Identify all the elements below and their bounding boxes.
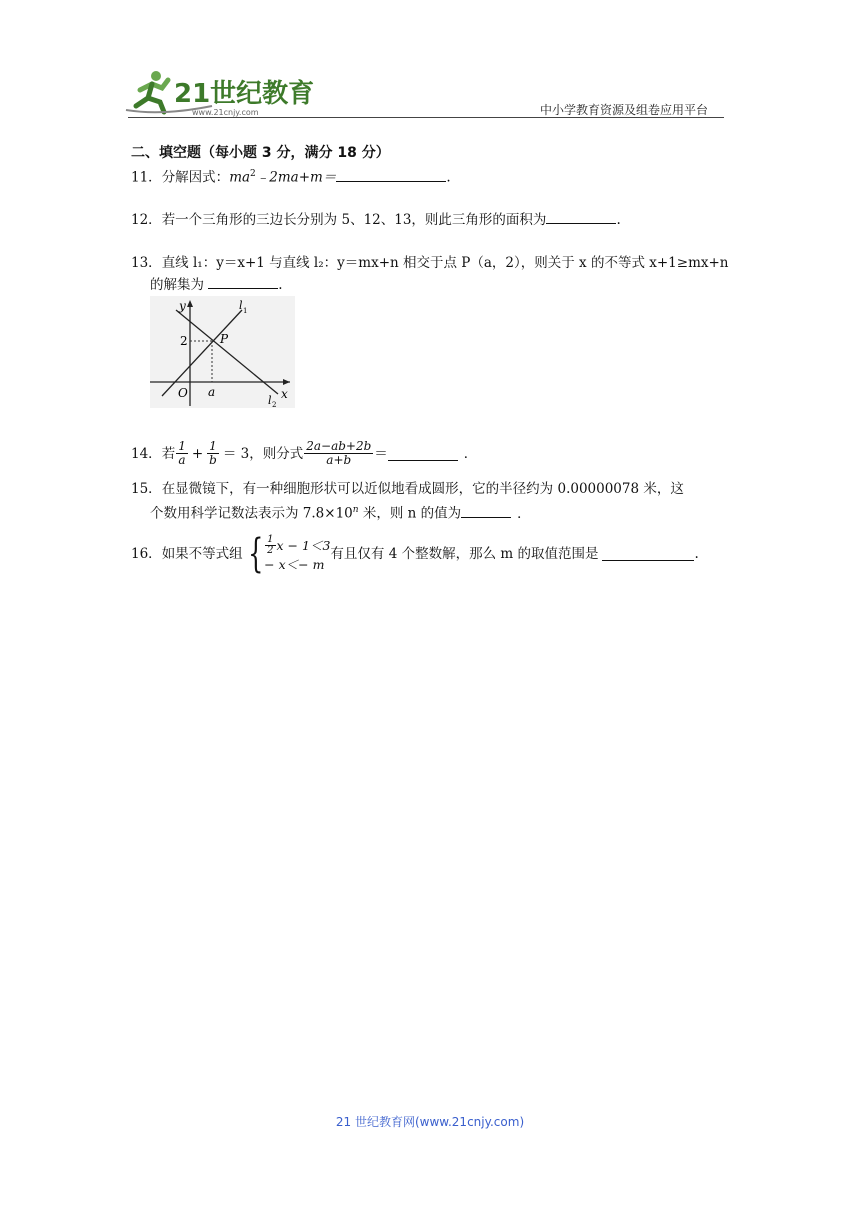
platform-name: 中小学教育资源及组卷应用平台: [540, 103, 709, 117]
question-14: 14． 若 $\frac{1}{a}$ + $\frac{1}{b}$ ＝ 3，则分式 $\frac{2a-ab+2b}{a+b}$ ＝ ．: [131, 439, 478, 467]
question-16: 16． 如果不等式组 { $\frac{1}{2}$ x − 1＜3 − x＜− m 有且仅有 4 个整数解，那么 m 的取值范围是 .: [131, 531, 699, 577]
svg-text:y: y: [179, 299, 186, 313]
svg-text:O: O: [178, 386, 188, 400]
footer-link[interactable]: 21 世纪教育网(www.21cnjy.com): [335, 1115, 525, 1129]
answer-blank: [388, 447, 458, 461]
svg-text:P: P: [220, 332, 229, 346]
site-logo: [122, 66, 322, 118]
section-title: 二、填空题（每小题 3 分，满分 18 分）: [131, 145, 390, 161]
answer-blank: [336, 168, 446, 182]
svg-text:1: 1: [243, 307, 248, 315]
svg-text:l: l: [239, 299, 243, 312]
header-divider: [128, 117, 724, 118]
answer-blank: [546, 210, 616, 224]
answer-blank: [602, 547, 694, 561]
question-13: 13．直线 l₁：y＝x+1 与直线 l₂：y＝mx+n 相交于点 P（a，2），则关于 x 的不等式 x+1≥mx+n: [131, 255, 729, 271]
answer-blank: [208, 275, 278, 289]
svg-text:21世纪教育: 21世纪教育: [174, 79, 315, 109]
inequality-system: { $\frac{1}{2}$ x − 1＜3 − x＜− m: [247, 531, 331, 577]
answer-blank: [461, 504, 511, 518]
question-13-line2: 的解集为 .: [150, 277, 283, 293]
svg-text:2: 2: [272, 401, 277, 408]
svg-text:www.21cnjy.com: www.21cnjy.com: [192, 108, 259, 117]
svg-text:x: x: [281, 387, 288, 401]
question-11: 11．分解因式：$ma^2﹣2ma+m=$ .: [131, 169, 451, 186]
question-15: 15．在显微镜下，有一种细胞形状可以近似地看成圆形，它的半径约为 0.00000078 米，这: [131, 481, 684, 497]
line-graph: [150, 296, 295, 408]
svg-text:a: a: [208, 385, 216, 399]
question-12: 12．若一个三角形的三边长分别为 5、12、13，则此三角形的面积为 .: [131, 212, 621, 228]
question-15-line2: 个数用科学记数法表示为 $7.8\times 10^n$ 米，则 n 的值为 ．: [150, 505, 531, 522]
svg-text:2: 2: [180, 334, 188, 348]
svg-text:l: l: [268, 394, 272, 407]
